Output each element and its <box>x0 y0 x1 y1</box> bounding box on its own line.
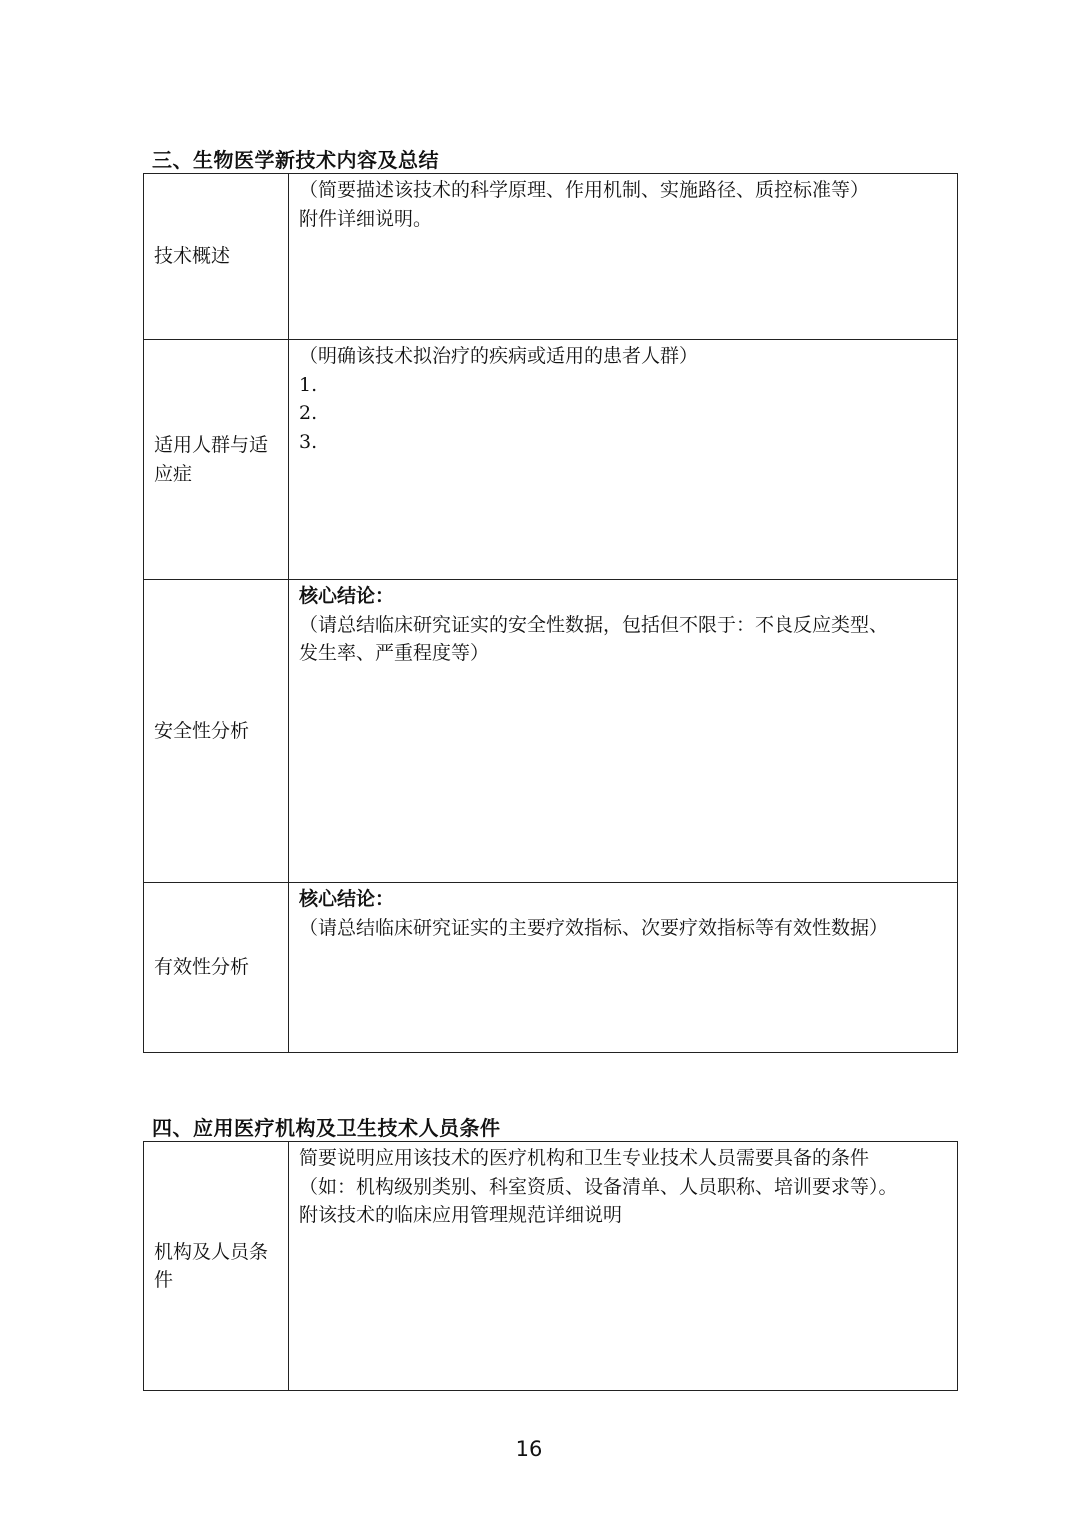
section-3-title: 三、生物医学新技术内容及总结 <box>152 148 439 172</box>
table-row <box>144 340 958 580</box>
section-4-table <box>143 1141 958 1391</box>
row-content-institution-staff[interactable] <box>289 1142 958 1391</box>
table-row <box>144 580 958 883</box>
core-conclusion-heading: 核心结论： <box>299 888 395 910</box>
row-label-efficacy: 有效性分析 <box>144 883 289 1053</box>
row-content-safety[interactable] <box>289 580 958 883</box>
row-label-indications: 适用人群与适应症 <box>144 340 289 580</box>
table-row <box>144 174 958 340</box>
content-line: 简要说明应用该技术的医疗机构和卫生专业技术人员需要具备的条件 <box>299 1147 870 1169</box>
row-label-institution-staff: 机构及人员条件 <box>144 1142 289 1391</box>
table-row <box>144 1142 958 1391</box>
content-line: （如：机构级别类别、科室资质、设备清单、人员职称、培训要求等）。 <box>299 1175 898 1198</box>
content-line: 3. <box>299 430 318 453</box>
row-label-safety: 安全性分析 <box>144 580 289 883</box>
table-row <box>144 883 958 1053</box>
content-line: （简要描述该技术的科学原理、作用机制、实施路径、质控标准等） <box>299 179 870 201</box>
content-line: （明确该技术拟治疗的疾病或适用的患者人群） <box>299 345 699 367</box>
content-line: （请总结临床研究证实的主要疗效指标、次要疗效指标等有效性数据） <box>299 916 889 939</box>
section-4-title: 四、应用医疗机构及卫生技术人员条件 <box>152 1116 501 1140</box>
page-number: 16 <box>515 1437 543 1461</box>
content-line: 2. <box>299 402 318 424</box>
content-line: （请总结临床研究证实的安全性数据，包括但不限于：不良反应类型、 <box>299 613 889 636</box>
row-content-efficacy[interactable] <box>289 883 958 1053</box>
content-line: 1. <box>299 373 318 396</box>
row-label-tech-overview: 技术概述 <box>144 174 289 340</box>
core-conclusion-heading: 核心结论： <box>299 585 395 607</box>
row-content-tech-overview[interactable] <box>289 174 958 340</box>
row-content-indications[interactable] <box>289 340 958 580</box>
content-line: 附件详细说明。 <box>299 207 433 230</box>
section-3-table <box>143 173 958 1053</box>
content-line: 附该技术的临床应用管理规范详细说明 <box>299 1204 623 1226</box>
content-line: 发生率、严重程度等） <box>299 642 490 664</box>
